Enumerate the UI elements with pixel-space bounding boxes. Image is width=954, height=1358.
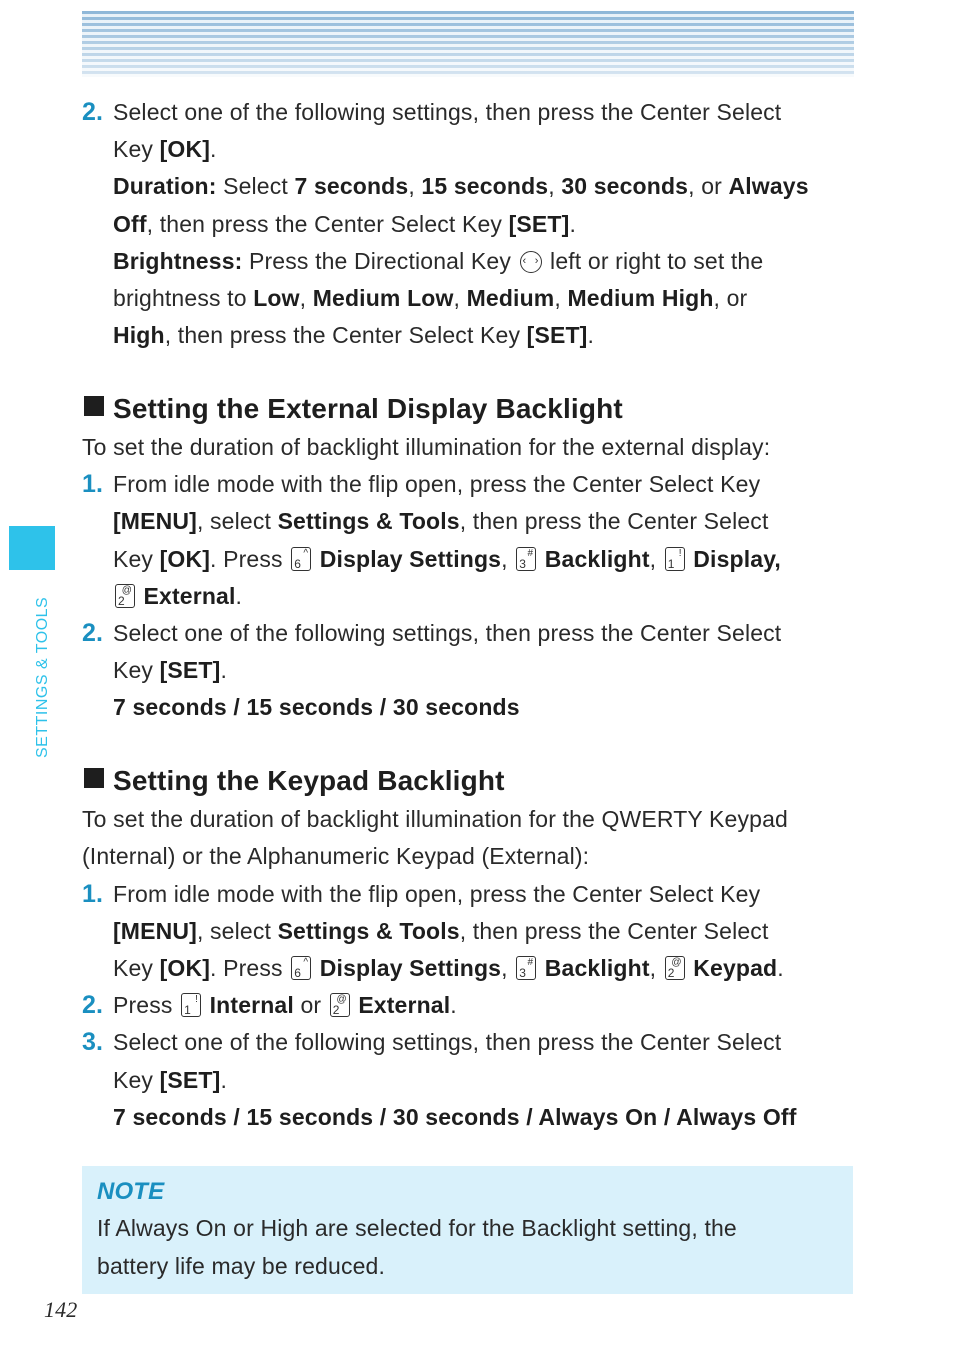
- side-section-label: SETTINGS & TOOLS: [34, 596, 51, 758]
- step-text: Select one of the following settings, then press the Center Select: [113, 1029, 782, 1055]
- square-bullet-icon: [84, 768, 104, 788]
- step-text: From idle mode with the flip open, press the Center Select Key: [113, 881, 761, 907]
- brightness-option: brightness to Low, Medium Low, Medium, Medium High, or: [113, 285, 748, 311]
- page-number: 142: [44, 1297, 78, 1322]
- key-3-icon: 3 #: [516, 956, 536, 980]
- header-decoration: [82, 11, 854, 77]
- key-2-icon: 2 @: [330, 993, 350, 1017]
- section-intro: (Internal) or the Alphanumeric Keypad (External):: [82, 843, 590, 869]
- key-3-icon: 3 #: [516, 547, 536, 571]
- side-tab-marker: [9, 526, 55, 570]
- note-text: If Always On or High are selected for the Backlight setting, the: [97, 1215, 737, 1241]
- step-text: Select one of the following settings, then press the Center Select: [113, 99, 782, 125]
- step-text: [MENU], select Settings & Tools, then press the Center Select: [113, 918, 769, 944]
- brightness-option: Brightness: Press the Directional Key ‹ › left or right to set the: [113, 248, 764, 274]
- step-number: 2.: [82, 619, 104, 647]
- step-text: Key [OK]. Press 6 ^ Display Settings, 3 # Backlight, 1 ! Display,: [113, 546, 781, 572]
- section-intro: To set the duration of backlight illumination for the QWERTY Keypad: [82, 806, 788, 832]
- options-list: 7 seconds / 15 seconds / 30 seconds: [113, 694, 520, 720]
- directional-key-icon: ‹ ›: [520, 251, 542, 273]
- step-text: From idle mode with the flip open, press the Center Select Key: [113, 471, 761, 497]
- square-bullet-icon: [84, 396, 104, 416]
- step-number: 2.: [82, 98, 104, 126]
- key-1-icon: 1 !: [181, 993, 201, 1017]
- step-number: 2.: [82, 991, 104, 1019]
- step-text: Select one of the following settings, then press the Center Select: [113, 620, 782, 646]
- section-heading-keypad: Setting the Keypad Backlight: [84, 764, 505, 798]
- section-intro: To set the duration of backlight illumination for the external display:: [82, 434, 771, 460]
- step-number: 1.: [82, 470, 104, 498]
- note-title: NOTE: [97, 1178, 165, 1205]
- step-text: [MENU], select Settings & Tools, then press the Center Select: [113, 508, 769, 534]
- step-text: 2 @ External.: [113, 581, 242, 611]
- step-text: Key [SET].: [113, 657, 227, 683]
- key-2-icon: 2 @: [115, 584, 135, 608]
- step-number: 3.: [82, 1028, 104, 1056]
- options-list: 7 seconds / 15 seconds / 30 seconds / Always On / Always Off: [113, 1104, 797, 1130]
- step-number: 1.: [82, 880, 104, 908]
- step-text: Key [SET].: [113, 1067, 227, 1093]
- key-6-icon: 6 ^: [291, 956, 311, 980]
- duration-option: Off, then press the Center Select Key [SET].: [113, 211, 576, 237]
- key-6-icon: 6 ^: [291, 547, 311, 571]
- key-2-icon: 2 @: [665, 956, 685, 980]
- note-text: battery life may be reduced.: [97, 1253, 386, 1279]
- step-text: Press 1 ! Internal or 2 @ External.: [113, 992, 457, 1018]
- duration-option: Duration: Select 7 seconds, 15 seconds, 30 seconds, or Always: [113, 173, 809, 199]
- step-text: Key [OK]. Press 6 ^ Display Settings, 3 # Backlight, 2 @ Keypad.: [113, 955, 784, 981]
- section-heading-external: Setting the External Display Backlight: [84, 392, 623, 426]
- brightness-option: High, then press the Center Select Key [SET].: [113, 322, 595, 348]
- step-text: Key [OK].: [113, 136, 217, 162]
- key-1-icon: 1 !: [665, 547, 685, 571]
